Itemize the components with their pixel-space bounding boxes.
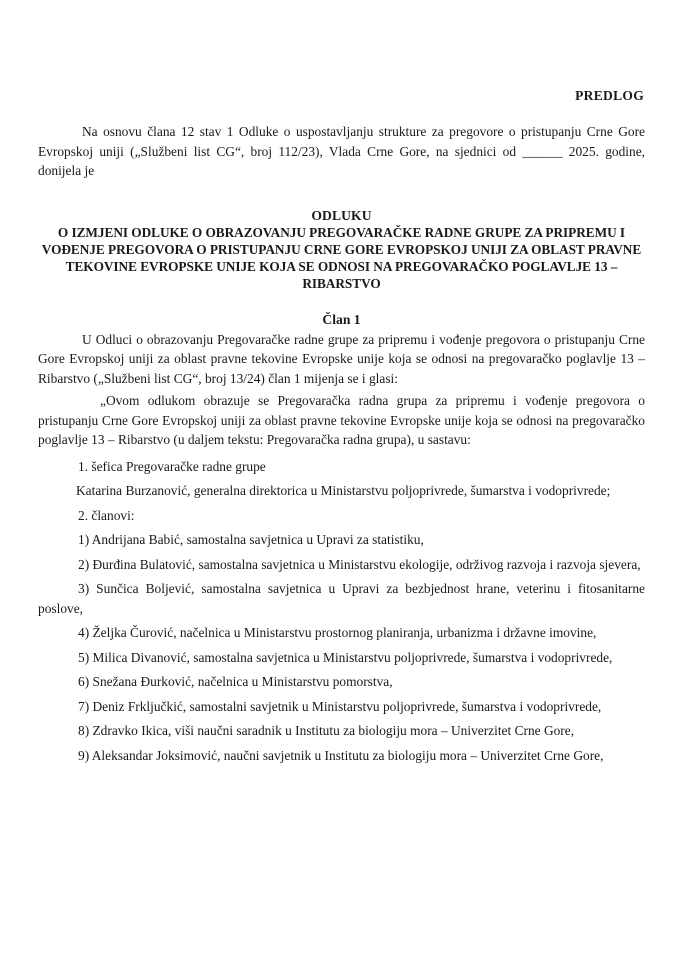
document-title-block	[38, 207, 645, 292]
members-label: 2. članovi:	[78, 507, 135, 523]
quoted-provision-paragraph: „Ovom odlukom obrazuje se Pregovaračka radna grupa za pripremu i vođenje pregovora o pristupanju Crne Gore Evropskoj uniji za oblast pravne tekovine Evropske unije koja se odnosi na pregovaračko poglavlje 13 – Ribarstvo (u daljem tekstu: Pregovaračka radna grupa), u sastavu:	[38, 393, 645, 448]
head-of-group-person: Katarina Burzanović, generalna direktorica u Ministarstvu poljoprivrede, šumarstva i vodoprivrede;	[76, 483, 611, 499]
head-of-group-label: 1. šefica Pregovaračke radne grupe	[78, 458, 266, 474]
member-item-4: 4) Željka Čurović, načelnica u Ministarstvu prostornog planiranja, urbanizma i državne imovine,	[78, 625, 597, 641]
document-label: PREDLOG	[575, 88, 644, 103]
member-item-8: 8) Zdravko Ikica, viši naučni saradnik u Institutu za biologiju mora – Univerzitet Crne Gore,	[78, 723, 575, 739]
member-item-2: 2) Đurđina Bulatović, samostalna savjetnica u Ministarstvu ekologije, održivog razvoja i razvoja sjevera,	[78, 556, 641, 572]
title-line-odluku: ODLUKU	[311, 207, 372, 223]
preamble-paragraph: Na osnovu člana 12 stav 1 Odluke o uspostavljanju strukture za pregovore o pristupanju Crne Gore Evropskoj uniji („Službeni list CG“, broj 112/23), Vlada Crne Gore, na sjednici od ______ 2025. godine, donijela je	[38, 124, 645, 178]
member-item-1: 1) Andrijana Babić, samostalna savjetnica u Upravi za statistiku,	[78, 532, 424, 548]
title-line-subject: O IZMJENI ODLUKE O OBRAZOVANJU PREGOVARAČKE RADNE GRUPE ZA PRIPREMU I VOĐENJE PREGOVORA O PRISTUPANJU CRNE GORE EVROPSKOJ UNIJI ZA OBLAST PRAVNE TEKOVINE EVROPSKE UNIJE KOJA SE ODNOSI NA PREGOVARAČKO POGLAVLJE 13 – RIBARSTVO	[41, 224, 642, 291]
member-item-5: 5) Milica Divanović, samostalna savjetnica u Ministarstvu poljoprivrede, šumarstva i vodoprivrede,	[78, 649, 613, 665]
member-item-9: 9) Aleksandar Joksimović, naučni savjetnik u Institutu za biologiju mora – Univerzitet Crne Gore,	[78, 747, 604, 763]
member-item-6: 6) Snežana Đurković, načelnica u Ministarstvu pomorstva,	[78, 674, 393, 690]
member-item-3: 3) Sunčica Boljević, samostalna savjetnica u Upravi za bezbjednost hrane, veterinu i fitosanitarne poslove,	[38, 581, 645, 616]
member-item-7: 7) Deniz Frključkić, samostalni savjetnik u Ministarstvu poljoprivrede, šumarstva i vodoprivrede,	[78, 698, 602, 714]
article-heading: Član 1	[322, 311, 361, 327]
article-intro-paragraph: U Odluci o obrazovanju Pregovaračke radne grupe za pripremu i vođenje pregovora o pristupanju Crne Gore Evropskoj uniji za oblast pravne tekovine Evropske unije koja se odnosi na pregovaračko poglavlje 13 – Ribarstvo („Službeni list CG“, broj 13/24) član 1 mijenja se i glasi:	[38, 331, 645, 386]
